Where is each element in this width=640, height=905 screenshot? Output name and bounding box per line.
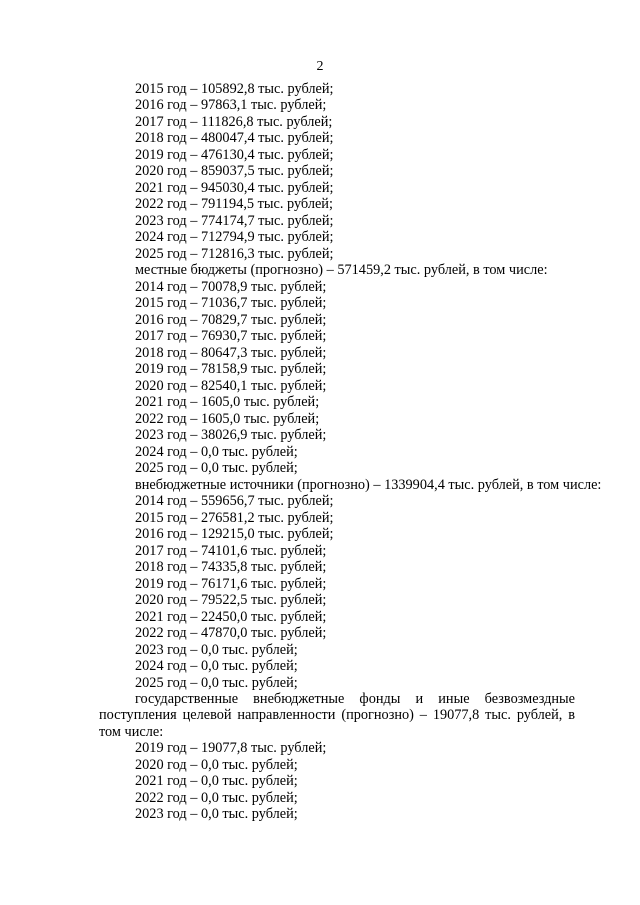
line-item: 2015 год – 105892,8 тыс. рублей;: [135, 81, 334, 97]
line-item: 2020 год – 82540,1 тыс. рублей;: [135, 378, 327, 394]
line-item: 2017 год – 74101,6 тыс. рублей;: [135, 543, 327, 559]
local-budgets-heading: местные бюджеты (прогнозно) – 571459,2 тыс. рублей, в том числе:: [135, 262, 548, 278]
line-item: 2020 год – 0,0 тыс. рублей;: [135, 757, 298, 773]
line-item: 2021 год – 0,0 тыс. рублей;: [135, 773, 298, 789]
line-item: 2014 год – 70078,9 тыс. рублей;: [135, 279, 327, 295]
line-item: 2021 год – 1605,0 тыс. рублей;: [135, 394, 320, 410]
line-item: 2018 год – 74335,8 тыс. рублей;: [135, 559, 327, 575]
line-item: 2022 год – 1605,0 тыс. рублей;: [135, 411, 320, 427]
line-item: 2023 год – 0,0 тыс. рублей;: [135, 806, 298, 822]
line-item: 2015 год – 276581,2 тыс. рублей;: [135, 510, 334, 526]
line-item: 2016 год – 70829,7 тыс. рублей;: [135, 312, 327, 328]
page-number: 2: [316, 59, 324, 74]
line-item: 2019 год – 76171,6 тыс. рублей;: [135, 576, 327, 592]
line-item: 2020 год – 79522,5 тыс. рублей;: [135, 592, 327, 608]
line-item: 2023 год – 38026,9 тыс. рублей;: [135, 427, 327, 443]
line-item: 2023 год – 0,0 тыс. рублей;: [135, 642, 298, 658]
line-item: 2021 год – 22450,0 тыс. рублей;: [135, 609, 327, 625]
line-item: 2025 год – 0,0 тыс. рублей;: [135, 675, 298, 691]
line-item: 2022 год – 0,0 тыс. рублей;: [135, 790, 298, 806]
line-item: 2025 год – 712816,3 тыс. рублей;: [135, 246, 334, 262]
line-item: 2020 год – 859037,5 тыс. рублей;: [135, 163, 334, 179]
line-item: 2016 год – 97863,1 тыс. рублей;: [135, 97, 327, 113]
line-item: 2017 год – 76930,7 тыс. рублей;: [135, 328, 327, 344]
line-item: 2025 год – 0,0 тыс. рублей;: [135, 460, 298, 476]
extrabudgetary-heading: внебюджетные источники (прогнозно) – 1339904,4 тыс. рублей, в том числе:: [135, 477, 602, 493]
line-item: 2024 год – 712794,9 тыс. рублей;: [135, 229, 334, 245]
line-item: 2018 год – 480047,4 тыс. рублей;: [135, 130, 334, 146]
line-item: 2019 год – 476130,4 тыс. рублей;: [135, 147, 334, 163]
line-item: 2019 год – 78158,9 тыс. рублей;: [135, 361, 327, 377]
line-item: 2024 год – 0,0 тыс. рублей;: [135, 444, 298, 460]
line-item: 2023 год – 774174,7 тыс. рублей;: [135, 213, 334, 229]
line-item: 2015 год – 71036,7 тыс. рублей;: [135, 295, 327, 311]
line-item: 2022 год – 47870,0 тыс. рублей;: [135, 625, 327, 641]
line-item: 2024 год – 0,0 тыс. рублей;: [135, 658, 298, 674]
line-item: 2017 год – 111826,8 тыс. рублей;: [135, 114, 333, 130]
line-item: 2018 год – 80647,3 тыс. рублей;: [135, 345, 327, 361]
line-item: 2014 год – 559656,7 тыс. рублей;: [135, 493, 334, 509]
line-item: 2016 год – 129215,0 тыс. рублей;: [135, 526, 334, 542]
funds-paragraph: государственные внебюджетные фонды и иные безвозмездные поступления целевой направленности (прогнозно) – 19077,8 тыс. рублей, в том числе:: [99, 691, 575, 740]
line-item: 2022 год – 791194,5 тыс. рублей;: [135, 196, 333, 212]
line-item: 2019 год – 19077,8 тыс. рублей;: [135, 740, 327, 756]
line-item: 2021 год – 945030,4 тыс. рублей;: [135, 180, 334, 196]
